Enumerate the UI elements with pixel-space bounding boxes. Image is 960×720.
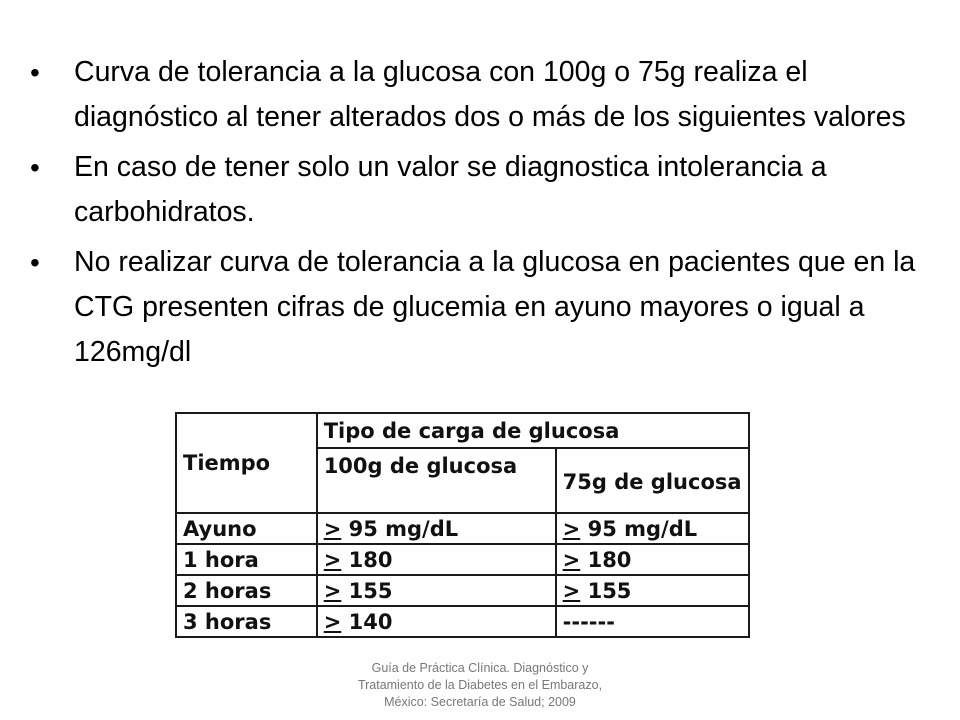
cell-time: Ayuno [176,513,317,544]
table-row [176,544,749,575]
value-text: 180 [348,547,393,572]
bullet-dot-icon: • [30,57,40,88]
bullet-list [30,50,930,380]
header-tiempo: Tiempo [176,413,317,513]
value-text: 155 [587,578,632,603]
glucose-tolerance-table [175,412,750,638]
gte-symbol: > [323,516,342,541]
cell-value-75g [556,575,749,606]
table-row [176,513,749,544]
cell-time: 1 hora [176,544,317,575]
header-tipo-carga: Tipo de carga de glucosa [317,413,749,448]
cell-value-75g [556,513,749,544]
value-text: 180 [587,547,632,572]
gte-symbol: > [562,516,581,541]
gte-symbol: > [562,547,581,572]
citation-line: México: Secretaría de Salud; 2009 [384,695,576,709]
table-row [176,575,749,606]
value-text: 155 [348,578,393,603]
header-100g: 100g de glucosa [317,448,556,513]
cell-value-75g [556,544,749,575]
citation-line: Tratamiento de la Diabetes en el Embarazo, [357,678,603,692]
header-75g: 75g de glucosa [556,448,749,513]
cell-value-100g [317,575,556,606]
gte-symbol: > [323,609,342,634]
value-text: 95 mg/dL [348,516,459,541]
cell-value-100g [317,606,556,637]
citation-line: Guía de Práctica Clínica. Diagnóstico y [371,661,589,675]
gte-symbol: > [562,578,581,603]
cell-time: 2 horas [176,575,317,606]
bullet-dot-icon: • [30,152,40,183]
gte-symbol: > [323,547,342,572]
source-citation [320,660,640,711]
value-text: 140 [348,609,393,634]
table-header-row [176,413,749,448]
bullet-text: En caso de tener solo un valor se diagnostica intolerancia a carbohidratos. [74,151,827,228]
cell-value-75g: ------ [556,606,749,637]
bullet-item-intolerance [30,145,930,235]
cell-value-100g [317,544,556,575]
bullet-item-ctg-diagnosis [30,50,930,140]
bullet-text: No realizar curva de tolerancia a la glucosa en pacientes que en la CTG presenten cifras de glucemia en ayuno mayores o igual a 126mg/dl [74,246,916,368]
cell-time: 3 horas [176,606,317,637]
bullet-dot-icon: • [30,247,40,278]
table-row [176,606,749,637]
gte-symbol: > [323,578,342,603]
bullet-item-no-curve [30,240,930,375]
bullet-text: Curva de tolerancia a la glucosa con 100g o 75g realiza el diagnóstico al tener alterados dos o más de los siguientes valores [74,56,906,133]
cell-value-100g [317,513,556,544]
glucose-table-image [175,412,750,674]
value-text: 95 mg/dL [587,516,698,541]
